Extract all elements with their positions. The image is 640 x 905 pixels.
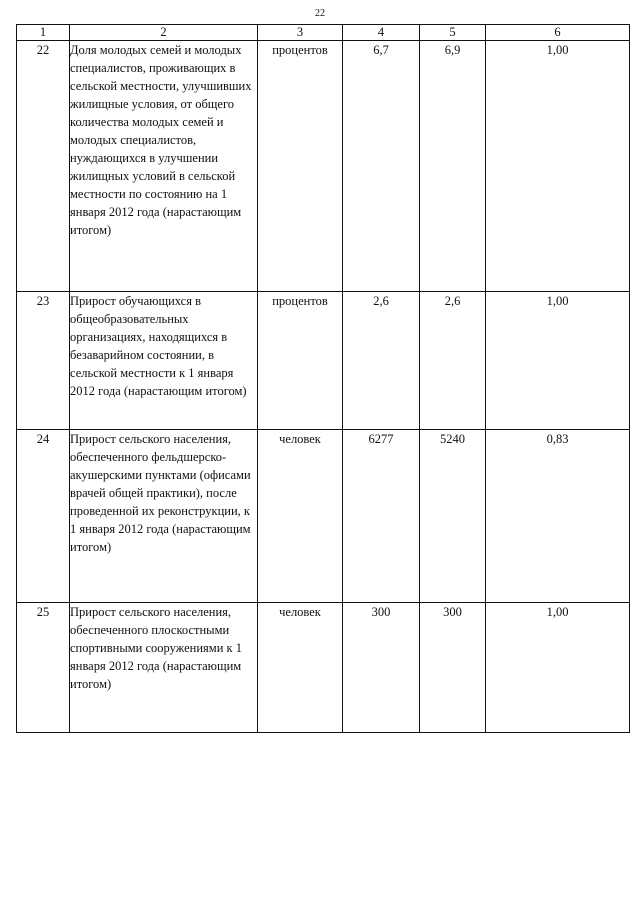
value-col-6: 1,00 [486,292,630,430]
row-number: 25 [17,603,70,733]
unit-of-measure: процентов [258,292,343,430]
value-col-6: 0,83 [486,430,630,603]
header-col-2: 2 [70,25,258,41]
value-col-5: 300 [420,603,486,733]
unit-of-measure: человек [258,603,343,733]
row-number: 22 [17,41,70,292]
row-number: 23 [17,292,70,430]
row-number: 24 [17,430,70,603]
table-row [17,603,630,733]
table-row [17,41,630,292]
value-col-5: 6,9 [420,41,486,292]
value-col-4: 6277 [343,430,420,603]
value-col-4: 300 [343,603,420,733]
header-col-4: 4 [343,25,420,41]
header-col-6: 6 [486,25,630,41]
value-col-5: 5240 [420,430,486,603]
header-col-3: 3 [258,25,343,41]
indicators-table [16,24,630,733]
value-col-5: 2,6 [420,292,486,430]
indicator-name: Прирост сельского населения, обеспеченного плоскостными спортивными сооружениями к 1 января 2012 года (нарастающим итогом) [70,603,258,733]
header-row [17,25,630,41]
indicator-name: Доля молодых семей и молодых специалистов, проживающих в сельской местности, улучшивших жилищные условия, от общего количества молодых семей и молодых специалистов, нуждающихся в улучшении жилищных условий в сельской местности по состоянию на 1 января 2012 года (нарастающим итогом) [70,41,258,292]
unit-of-measure: процентов [258,41,343,292]
table-row [17,292,630,430]
indicator-name: Прирост обучающихся в общеобразовательных организациях, находящихся в безаварийном состоянии, в сельской местности к 1 января 2012 года (нарастающим итогом) [70,292,258,430]
value-col-6: 1,00 [486,41,630,292]
unit-of-measure: человек [258,430,343,603]
table-header [17,25,630,41]
page-number: 22 [315,8,325,19]
table-row [17,430,630,603]
header-col-5: 5 [420,25,486,41]
indicator-name: Прирост сельского населения, обеспеченного фельдшерско-акушерскими пунктами (офисами врачей общей практики), после проведенной их реконструкции, к 1 января 2012 года (нарастающим итогом) [70,430,258,603]
table-body [17,41,630,733]
header-col-1: 1 [17,25,70,41]
value-col-6: 1,00 [486,603,630,733]
value-col-4: 6,7 [343,41,420,292]
value-col-4: 2,6 [343,292,420,430]
